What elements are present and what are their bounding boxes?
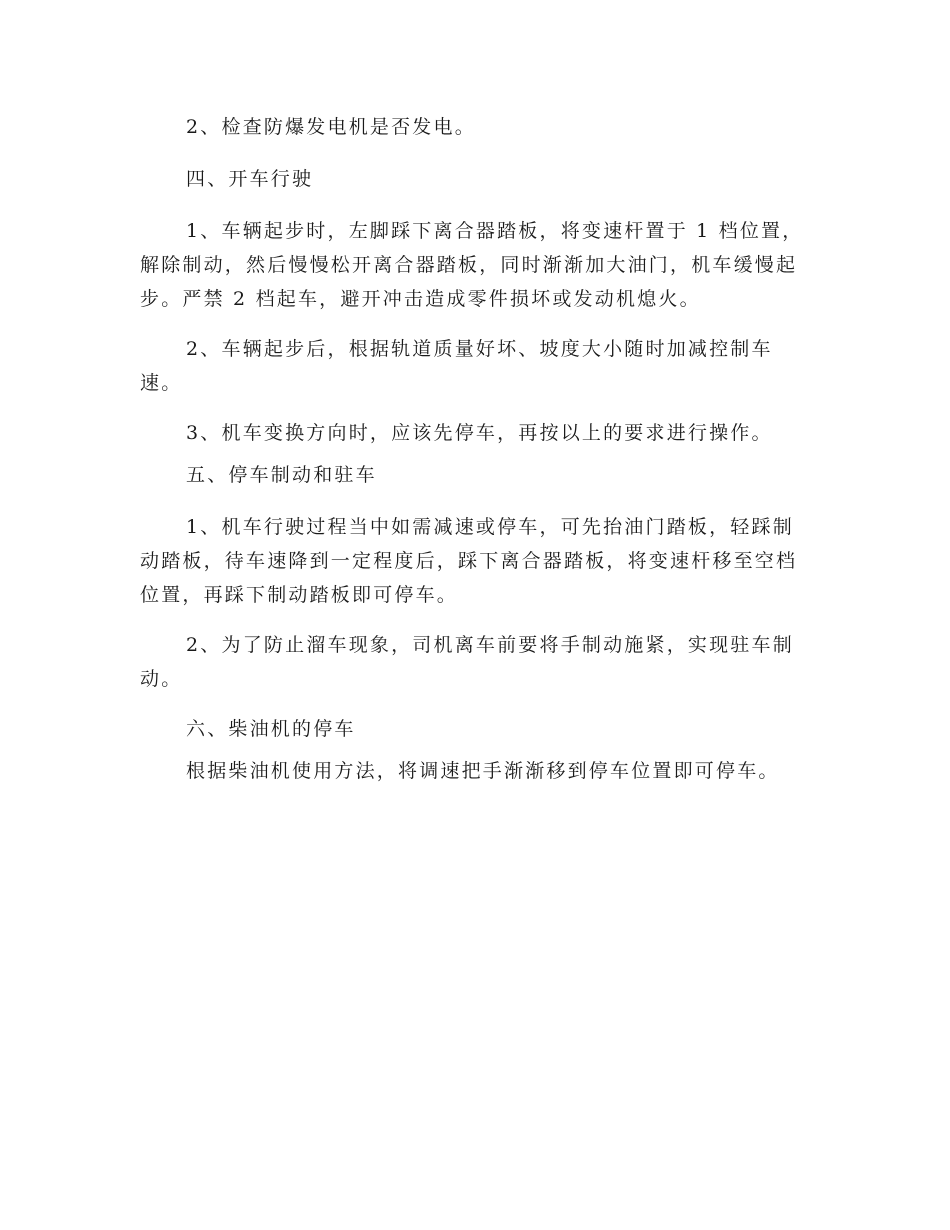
- paragraph-speed-control: 2、车辆起步后，根据轨道质量好坏、坡度大小随时加减控制车速。: [140, 338, 773, 394]
- paragraph-check-generator: 2、检查防爆发电机是否发电。: [186, 116, 476, 138]
- document-body: [140, 110, 810, 788]
- paragraph-braking: 1、机车行驶过程当中如需减速或停车，可先抬油门踏板，轻踩制动踏板，待车速降到一定程度后，踩下离合器踏板，将变速杆移至空档位置，再踩下制动踏板即可停车。: [140, 516, 798, 606]
- paragraph-diesel-stop: 根据柴油机使用方法，将调速把手渐渐移到停车位置即可停车。: [186, 760, 780, 782]
- paragraph-vehicle-start: 1、车辆起步时，左脚踩下离合器踏板，将变速杆置于 1 档位置，解除制动，然后慢慢松开离合器踏板，同时渐渐加大油门，机车缓慢起步。严禁 2 档起车，避开冲击造成零件损坏或发动机熄火。: [140, 220, 804, 310]
- section-heading-driving: 四、开车行驶: [186, 168, 314, 190]
- paragraph-change-direction: 3、机车变换方向时，应该先停车，再按以上的要求进行操作。: [186, 422, 773, 444]
- paragraph-parking-brake: 2、为了防止溜车现象，司机离车前要将手制动施紧，实现驻车制动。: [140, 634, 794, 690]
- section-heading-braking-parking: 五、停车制动和驻车: [186, 464, 377, 486]
- section-heading-diesel-stop: 六、柴油机的停车: [186, 718, 356, 740]
